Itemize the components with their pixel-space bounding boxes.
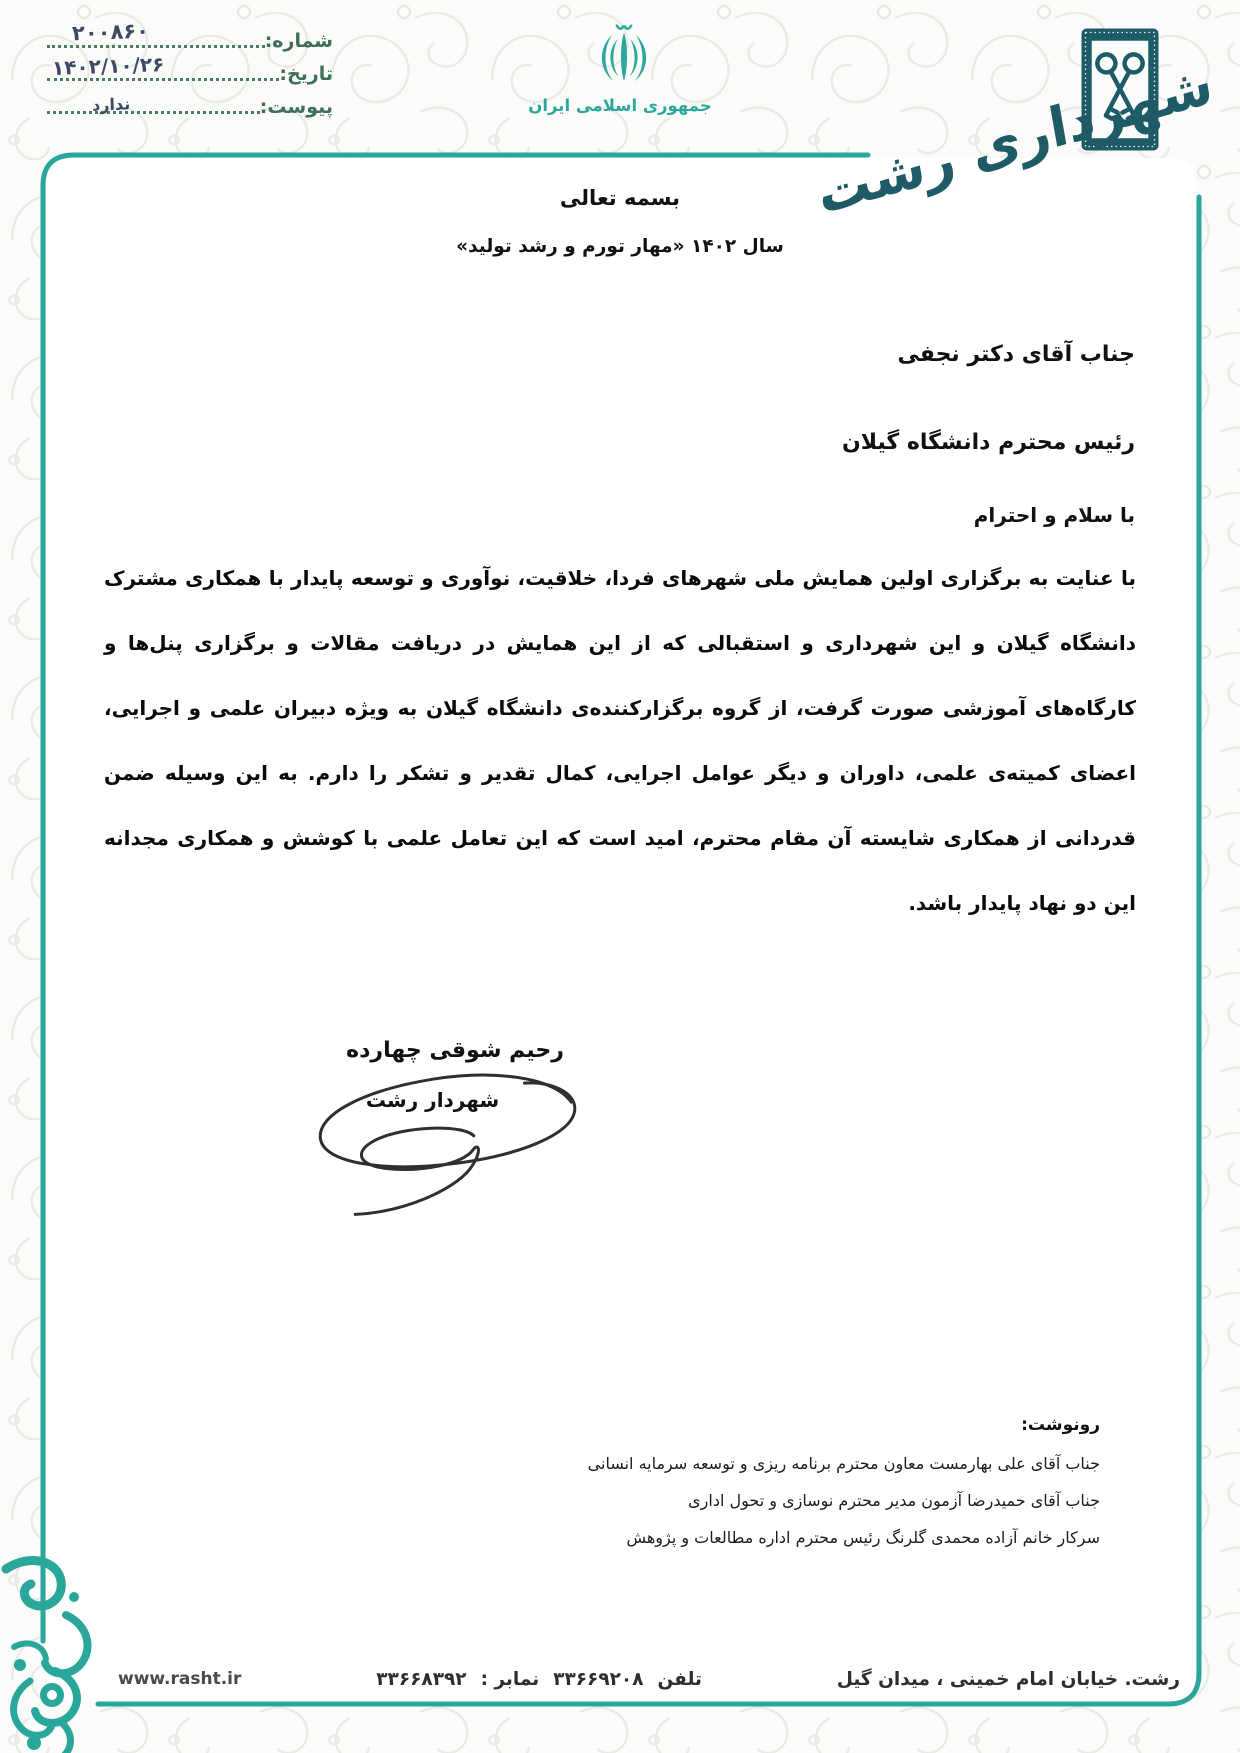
footer-phone-label: تلفن <box>657 1668 702 1690</box>
attachment-label: پیوست: <box>259 96 333 118</box>
salutation: با سلام و احترام <box>973 503 1135 527</box>
signer-title: شهردار رشت <box>365 1088 500 1112</box>
signer-name: رحیم شوقی چهارده <box>346 1038 564 1063</box>
footer <box>118 1662 1180 1696</box>
number-dotted-line <box>47 45 265 48</box>
cc-item: جناب آقای حمیدرضا آزمون مدیر محترم نوسازی و تحول اداری <box>688 1491 1100 1510</box>
footer-phone-fax <box>376 1669 702 1690</box>
footer-phone-number: ۳۳۶۶۹۲۰۸ <box>553 1668 644 1690</box>
number-value: ۲۰۰۸۶۰ <box>71 18 150 46</box>
besmeleh: بسمه تعالی <box>559 186 681 210</box>
cc-block <box>588 1415 1100 1556</box>
attachment-value: ندارد <box>91 94 131 115</box>
cc-item: جناب آقای علی بهارمست معاون محترم برنامه ریزی و توسعه سرمایه انسانی <box>587 1454 1100 1473</box>
recipient-title: رئیس محترم دانشگاه گیلان <box>841 430 1135 455</box>
year-slogan: سال ۱۴۰۲ «مهار تورم و رشد تولید» <box>456 236 784 257</box>
attachment-dotted-line <box>47 111 260 114</box>
letter-body: با عنایت به برگزاری اولین همایش ملی شهرهای فردا، خلاقیت، نوآوری و توسعه پایدار با همکاری مشترک دانشگاه گیلان و این شهرداری و استقبالی که از این همایش در دریافت مقالات و برگزاری پنل‌ها و کارگاه‌های آموزشی صورت گرفت، از گروه برگزارکننده‌ی دانشگاه گیلان به ویژه دبیران علمی و اجرایی، اعضای کمیته‌ی علمی، داوران و دیگر عوامل اجرایی، کمال تقدیر و تشکر را دارم. به این وسیله ضمن قدردانی از همکاری شایسته آن مقام محترم، امید است که این تعامل علمی با کوشش و همکاری مجدانه این دو نهاد پایدار باشد. <box>104 566 1136 915</box>
cc-heading: رونوشت: <box>1021 1415 1100 1435</box>
date-label: تاریخ: <box>279 63 333 85</box>
footer-fax-number: ۳۳۶۶۸۳۹۲ <box>376 1668 467 1690</box>
emblem-caption: جمهوری اسلامی ایران <box>528 96 712 115</box>
cc-item: سرکار خانم آزاده محمدی گلرنگ رئیس محترم اداره مطالعات و پژوهش <box>626 1528 1100 1547</box>
recipient-name: جناب آقای دکتر نجفی <box>897 342 1135 367</box>
iran-emblem-icon <box>590 20 658 94</box>
number-label: شماره: <box>264 30 333 52</box>
footer-address: رشت. خیابان امام خمینی ، میدان گیل <box>836 1668 1180 1690</box>
date-value: ۱۴۰۲/۱۰/۲۶ <box>51 52 165 80</box>
footer-website: www.rasht.ir <box>118 1669 242 1689</box>
corner-ornament-icon <box>0 1553 150 1753</box>
attachment-field <box>45 94 333 120</box>
municipality-calligraphy: شهرداری رشت <box>812 51 1218 228</box>
signature-scribble <box>288 1068 618 1223</box>
footer-fax-label: نمابر : <box>480 1668 540 1690</box>
